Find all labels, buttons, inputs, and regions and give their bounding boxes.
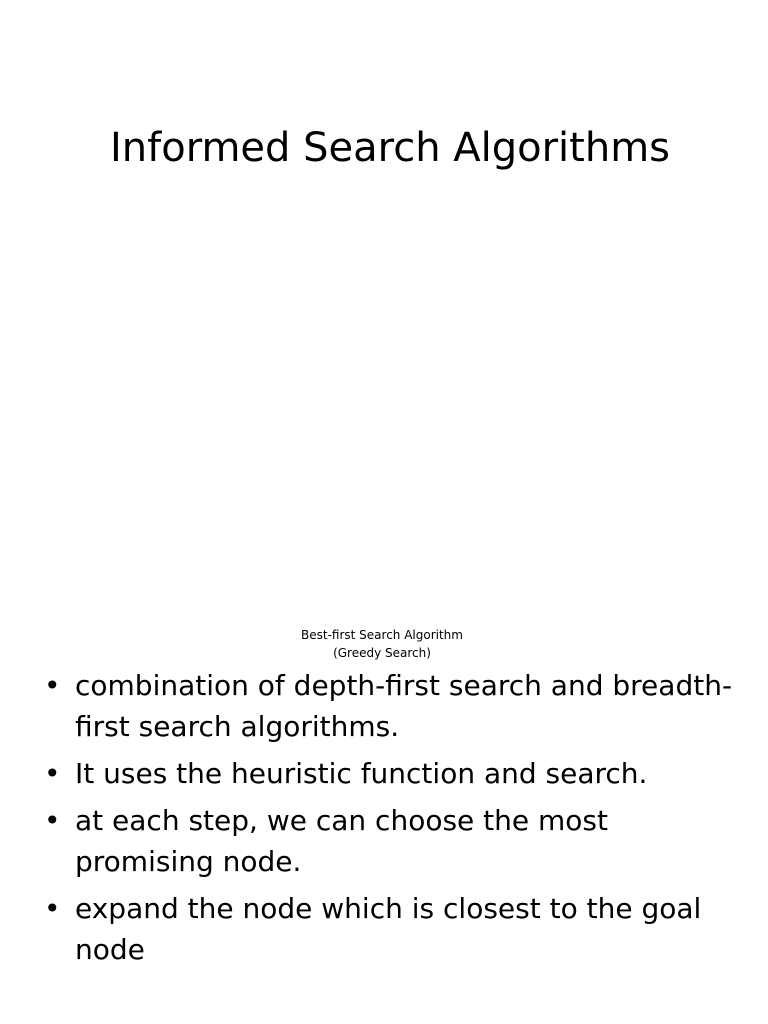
slide-title: Informed Search Algorithms: [110, 125, 670, 171]
subtitle-line-1: Best-first Search Algorithm: [301, 628, 463, 642]
bullet-dot-icon: •: [44, 669, 61, 702]
bullet-text: at each step, we can choose the most promising node.: [75, 804, 608, 878]
bullet-text: expand the node which is closest to the goal node: [75, 892, 702, 966]
bullet-text: It uses the heuristic function and search.: [75, 757, 648, 790]
bullet-item: [44, 665, 744, 747]
bullet-dot-icon: •: [44, 892, 61, 925]
bullet-dot-icon: •: [44, 757, 61, 790]
subtitle-line-2: (Greedy Search): [333, 646, 431, 660]
bullet-list: [44, 665, 744, 976]
bullet-item: [44, 800, 744, 882]
bullet-text: combination of depth-first search and breadth-first search algorithms.: [75, 669, 733, 743]
bullet-dot-icon: •: [44, 804, 61, 837]
bullet-item: [44, 888, 744, 970]
bullet-item: [44, 753, 744, 794]
slide-subtitle: [0, 626, 764, 662]
